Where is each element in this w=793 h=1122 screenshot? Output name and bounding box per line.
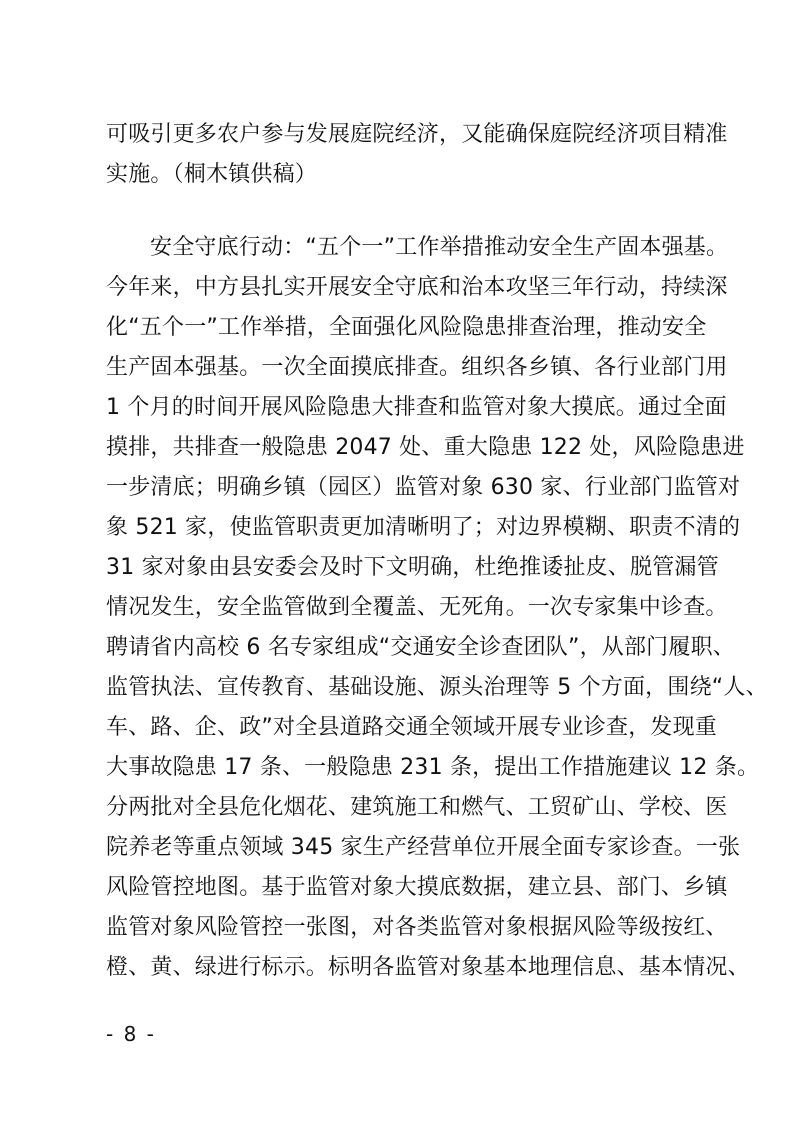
text-line: 化“五个一”工作举措，全面强化风险隐患排查治理，推动安全 <box>106 315 707 340</box>
text-line: 情况发生，安全监管做到全覆盖、无死角。一次专家集中诊查。 <box>106 595 728 620</box>
text-line: 院养老等重点领域 345 家生产经营单位开展全面专家诊查。一张 <box>106 835 741 860</box>
text-line: 车、路、企、政”对全县道路交通全领域开展专业诊查，发现重 <box>106 715 717 740</box>
text-line: 一步清底；明确乡镇（园区）监管对象 630 家、行业部门监管对 <box>106 475 741 500</box>
text-line: 今年来，中方县扎实开展安全守底和治本攻坚三年行动，持续深 <box>106 275 728 300</box>
text-line: 监管对象风险管控一张图，对各类监管对象根据风险等级按红、 <box>106 915 728 940</box>
page-number: - 8 - <box>106 1022 156 1046</box>
text-line: 可吸引更多农户参与发展庭院经济，又能确保庭院经济项目精准 <box>106 122 728 147</box>
text-line: 31 家对象由县安委会及时下文明确，杜绝推诿扯皮、脱管漏管 <box>106 555 719 580</box>
text-line: 风险管控地图。基于监管对象大摸底数据，建立县、部门、乡镇 <box>106 875 728 900</box>
paragraph-heading-line: 安全守底行动：“五个一”工作举措推动安全生产固本强基。 <box>150 235 729 260</box>
text-line: 大事故隐患 17 条、一般隐患 231 条，提出工作措施建议 12 条。 <box>106 755 760 780</box>
text-line: 1 个月的时间开展风险隐患大排查和监管对象大摸底。通过全面 <box>106 395 727 420</box>
text-line: 聘请省内高校 6 名专家组成“交通安全诊查团队”，从部门履职、 <box>106 635 735 660</box>
text-line: 实施。（桐木镇供稿） <box>106 162 318 187</box>
text-line: 监管执法、宣传教育、基础设施、源头治理等 5 个方面，围绕“人、 <box>106 675 768 700</box>
text-line: 摸排，共排查一般隐患 2047 处、重大隐患 122 处，风险隐患进 <box>106 435 745 460</box>
text-line: 生产固本强基。一次全面摸底排查。组织各乡镇、各行业部门用 <box>106 355 728 380</box>
text-line: 橙、黄、绿进行标示。标明各监管对象基本地理信息、基本情况、 <box>106 955 750 980</box>
text-line: 象 521 家，使监管职责更加清晰明了；对边界模糊、职责不清的 <box>106 515 741 540</box>
text-line: 分两批对全县危化烟花、建筑施工和燃气、工贸矿山、学校、医 <box>106 795 728 820</box>
